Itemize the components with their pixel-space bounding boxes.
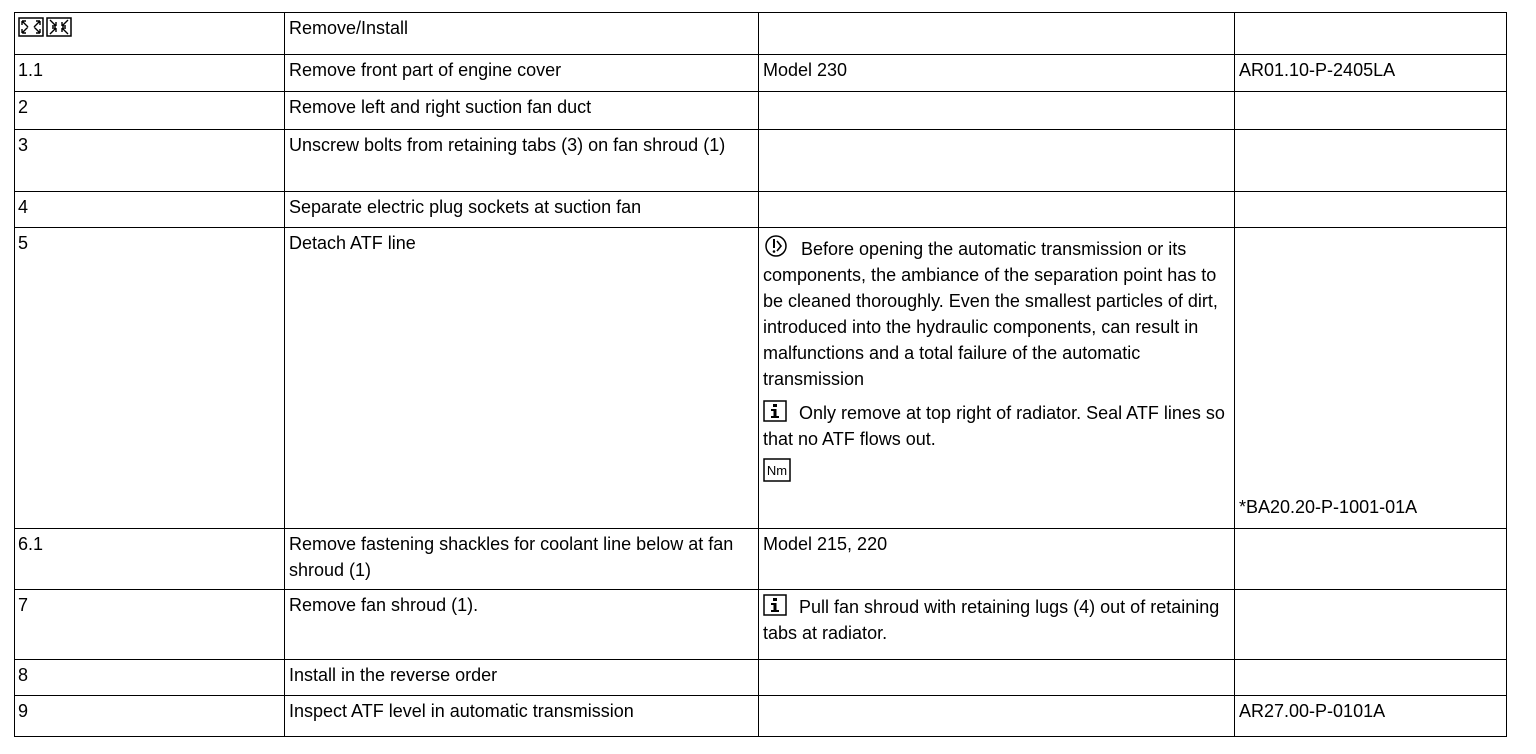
step-reference: [1235, 130, 1507, 192]
step-reference: [1235, 590, 1507, 660]
step-note: [759, 92, 1235, 130]
step-reference-link[interactable]: AR27.00-P-0101A: [1235, 696, 1507, 737]
step-reference: [1235, 192, 1507, 228]
step-reference: [1235, 529, 1507, 590]
step-note: Model 215, 220: [759, 529, 1235, 590]
step-reference: [1235, 92, 1507, 130]
step-note: [759, 660, 1235, 696]
step-note: [759, 130, 1235, 192]
step-number: 7: [15, 590, 285, 660]
warning-note: [763, 234, 1228, 392]
header-note-cell: [759, 13, 1235, 55]
step-number: 1.1: [15, 55, 285, 92]
step-action: Remove fastening shackles for coolant line below at fan shroud (1): [285, 529, 759, 590]
step-action: Detach ATF line: [285, 228, 759, 529]
torque-label: Nm: [766, 463, 788, 478]
info-note: [763, 594, 1228, 646]
torque-nm-icon[interactable]: [763, 458, 791, 482]
header-row: [15, 13, 1507, 55]
step-note: [759, 228, 1235, 529]
step-reference: [1235, 660, 1507, 696]
step-note: Model 230: [759, 55, 1235, 92]
step-reference-link[interactable]: *BA20.20-P-1001-01A: [1235, 228, 1507, 529]
info-icon: [763, 400, 787, 422]
table-row: [15, 696, 1507, 737]
torque-line: [763, 458, 1228, 484]
procedure-table: [14, 12, 1507, 737]
step-action: Install in the reverse order: [285, 660, 759, 696]
expand-icon[interactable]: [18, 17, 44, 37]
step-action: Unscrew bolts from retaining tabs (3) on fan shroud (1): [285, 130, 759, 192]
table-row: [15, 55, 1507, 92]
step-number: 5: [15, 228, 285, 529]
header-icons-cell: [15, 13, 285, 55]
step-number: 8: [15, 660, 285, 696]
info-icon: [763, 594, 787, 616]
step-number: 4: [15, 192, 285, 228]
step-action: Remove left and right suction fan duct: [285, 92, 759, 130]
header-title: Remove/Install: [285, 13, 759, 55]
caution-icon: [763, 234, 789, 258]
table-row: [15, 660, 1507, 696]
step-note: [759, 192, 1235, 228]
warning-text: Before opening the automatic transmission or its components, the ambiance of the separation point has to be cleaned thoroughly. Even the smallest particles of dirt, introduced into the hydraulic components, can result in malfunctions and a total failure of the automatic transmission: [763, 239, 1218, 389]
table-row: [15, 590, 1507, 660]
step-note: [759, 590, 1235, 660]
step-reference-link[interactable]: AR01.10-P-2405LA: [1235, 55, 1507, 92]
step-action: Remove fan shroud (1).: [285, 590, 759, 660]
table-row: [15, 529, 1507, 590]
header-ref-cell: [1235, 13, 1507, 55]
table-row: [15, 228, 1507, 529]
table-row: [15, 130, 1507, 192]
step-action: Remove front part of engine cover: [285, 55, 759, 92]
info-text: Only remove at top right of radiator. Seal ATF lines so that no ATF flows out.: [763, 403, 1225, 449]
info-note: [763, 400, 1228, 452]
table-row: [15, 192, 1507, 228]
table-row: [15, 92, 1507, 130]
step-number: 2: [15, 92, 285, 130]
step-note: [759, 696, 1235, 737]
step-number: 3: [15, 130, 285, 192]
step-number: 9: [15, 696, 285, 737]
collapse-icon[interactable]: [46, 17, 72, 37]
step-number: 6.1: [15, 529, 285, 590]
step-action: Inspect ATF level in automatic transmission: [285, 696, 759, 737]
info-text: Pull fan shroud with retaining lugs (4) out of retaining tabs at radiator.: [763, 597, 1220, 643]
step-action: Separate electric plug sockets at suction fan: [285, 192, 759, 228]
